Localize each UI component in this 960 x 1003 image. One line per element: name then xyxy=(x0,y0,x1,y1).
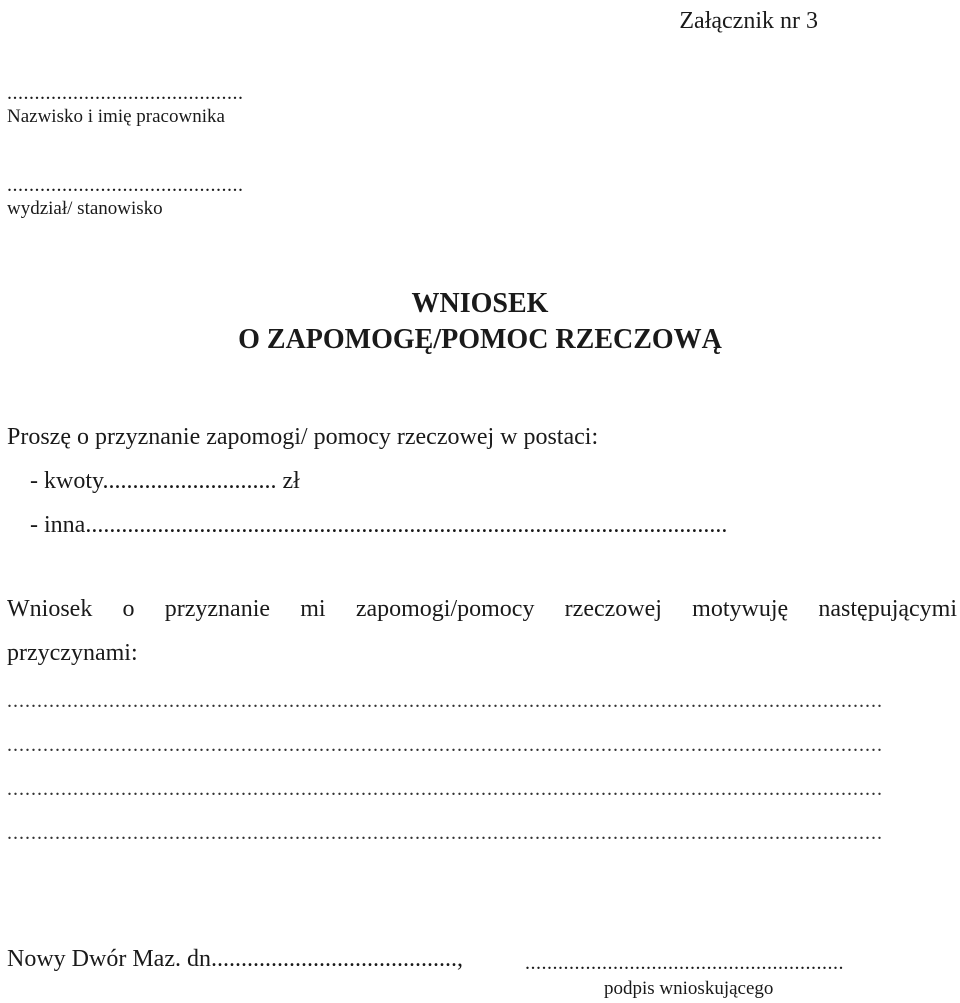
reason-blank-line: .................................................................................................................................................. xyxy=(7,822,883,844)
word: mi xyxy=(300,596,326,622)
justification-text xyxy=(7,596,957,623)
reason-blank-line: .................................................................................................................................................. xyxy=(7,734,883,756)
amount-blank: ............................. xyxy=(102,468,277,494)
amount-line xyxy=(30,468,300,495)
reason-blank-line: .................................................................................................................................................. xyxy=(7,778,883,800)
signature-label: podpis wnioskującego xyxy=(604,978,774,999)
amount-label: - kwoty xyxy=(30,468,103,494)
department-blank: ........................................... xyxy=(7,174,244,196)
word: Wniosek xyxy=(7,596,93,622)
place-date: Nowy Dwór Maz. dn........................................., xyxy=(7,946,463,972)
word: zapomogi/pomocy xyxy=(355,596,535,622)
currency-label: zł xyxy=(282,468,300,494)
attachment-number: Załącznik nr 3 xyxy=(679,8,818,34)
signature-blank: .......................................................... xyxy=(525,952,844,974)
form-title: WNIOSEK xyxy=(411,288,549,319)
request-intro: Proszę o przyznanie zapomogi/ pomocy rzeczowej w postaci: xyxy=(7,424,599,450)
department-label: wydział/ stanowisko xyxy=(7,198,163,219)
form-subtitle: O ZAPOMOGĘ/POMOC RZECZOWĄ xyxy=(238,324,722,355)
other-label: - inna xyxy=(30,512,86,538)
word: motywuję xyxy=(692,596,789,622)
reason-blank-line: .................................................................................................................................................. xyxy=(7,690,883,712)
word: następującymi xyxy=(818,596,957,622)
word: o xyxy=(122,596,135,622)
name-label: Nazwisko i imię pracownika xyxy=(7,106,225,127)
justification-continued: przyczynami: xyxy=(7,640,138,666)
word: przyznanie xyxy=(164,596,271,622)
name-blank: ........................................... xyxy=(7,82,244,104)
word: rzeczowej xyxy=(564,596,662,622)
other-line xyxy=(30,512,727,539)
other-blank: ........................................................................................................... xyxy=(85,512,728,538)
